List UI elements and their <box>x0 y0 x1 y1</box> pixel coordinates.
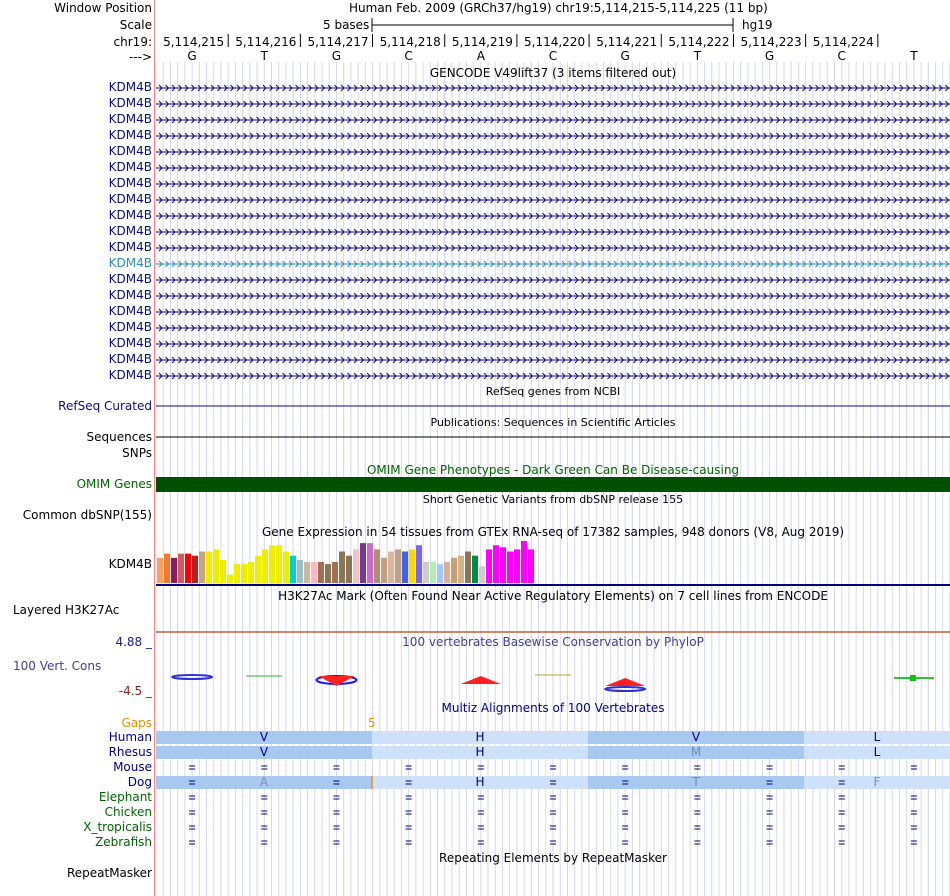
gtex-bar <box>311 562 317 583</box>
gtex-bar <box>276 545 282 583</box>
gencode-item-label[interactable]: KDM4B <box>108 368 152 382</box>
amino-acid: H <box>475 730 485 744</box>
gencode-item-label[interactable]: KDM4B <box>108 112 152 126</box>
gtex-bar <box>500 547 506 583</box>
gencode-item-label[interactable]: KDM4B <box>108 272 152 286</box>
ruler-position: 5,114,215 <box>163 35 225 49</box>
dbsnp-label[interactable]: Common dbSNP(155) <box>22 508 152 522</box>
gtex-bar <box>332 562 338 583</box>
gtex-bar <box>255 556 261 583</box>
h3k27ac-title[interactable]: H3K27Ac Mark (Often Found Near Active Regulatory Elements) on 7 cell lines from ENCODE <box>278 589 828 603</box>
multiz-species-label[interactable]: Dog <box>127 775 152 789</box>
omim-title[interactable]: OMIM Gene Phenotypes - Dark Green Can Be Disease-causing <box>366 463 740 477</box>
gtex-bar <box>346 556 352 583</box>
gencode-item-label[interactable]: KDM4B <box>108 144 152 158</box>
gtex-bar <box>269 545 275 583</box>
gtex-bar <box>479 566 485 583</box>
gtex-bar <box>290 556 296 583</box>
gtex-bar <box>241 564 247 583</box>
amino-acid: V <box>259 745 269 759</box>
base-letter: C <box>404 49 413 63</box>
base-letter: T <box>260 49 268 63</box>
ruler-position: 5,114,224 <box>812 35 874 49</box>
omim-genes-label[interactable]: OMIM Genes <box>76 477 152 491</box>
publications-title[interactable]: Publications: Sequences in Scientific Articles <box>430 416 676 429</box>
assembly-position: Human Feb. 2009 (GRCh37/hg19) chr19:5,114,215-5,114,225 (11 bp) <box>349 1 768 15</box>
gtex-title[interactable]: Gene Expression in 54 tissues from GTEx RNA-seq of 17382 samples, 948 donors (V8, Aug 2019) <box>261 525 845 539</box>
gaps-value: 5 <box>368 716 376 730</box>
gencode-item-label[interactable]: KDM4B <box>108 192 152 206</box>
gtex-bar <box>381 558 387 583</box>
gtex-bar <box>423 562 429 583</box>
phylop-max: 4.88 _ <box>115 635 152 649</box>
base-letter: C <box>837 49 846 63</box>
gencode-item-label[interactable]: KDM4B <box>108 208 152 222</box>
base-letter: C <box>548 49 558 63</box>
omim-bar <box>156 477 950 492</box>
scale-value: 5 bases <box>323 18 370 32</box>
amino-acid: V <box>259 730 269 744</box>
gtex-bar <box>339 552 345 584</box>
gtex-bar <box>395 549 401 583</box>
base-letter: T <box>910 49 918 63</box>
amino-acid: V <box>691 730 701 744</box>
gtex-bar <box>374 549 380 583</box>
gtex-bar <box>157 558 163 583</box>
gtex-bar <box>402 552 408 584</box>
gtex-bar <box>283 552 289 584</box>
gtex-bar <box>213 549 219 583</box>
base-letter: G <box>764 49 775 63</box>
gtex-bar <box>465 552 471 584</box>
gencode-item-label[interactable]: KDM4B <box>108 96 152 110</box>
base-letter: G <box>187 49 197 63</box>
gtex-gene-label[interactable]: KDM4B <box>108 557 152 571</box>
ruler-position: 5,114,223 <box>740 35 802 49</box>
gtex-bar <box>360 543 366 583</box>
strand-label: ---> <box>128 50 152 64</box>
gtex-bar <box>388 552 394 584</box>
gtex-bar <box>318 562 324 583</box>
gtex-bar <box>458 556 464 583</box>
gencode-item-label[interactable]: KDM4B <box>108 176 152 190</box>
amino-acid: H <box>475 775 485 789</box>
gtex-bar <box>304 562 310 583</box>
multiz-species-label[interactable]: Zebrafish <box>95 835 152 849</box>
phylop-label[interactable]: 100 Vert. Cons <box>13 659 102 673</box>
gencode-item-label[interactable]: KDM4B <box>108 336 152 350</box>
multiz-species-label[interactable]: X_tropicalis <box>83 820 152 834</box>
gtex-bar <box>185 554 191 583</box>
refseq-title[interactable]: RefSeq genes from NCBI <box>485 385 621 398</box>
multiz-species-label[interactable]: Rhesus <box>108 745 152 759</box>
gencode-item-label[interactable]: KDM4B <box>108 288 152 302</box>
gaps-label: Gaps <box>121 716 152 730</box>
gtex-bar <box>444 562 450 583</box>
phylop-title[interactable]: 100 vertebrates Basewise Conservation by PhyloP <box>402 635 704 649</box>
multiz-species-label[interactable]: Chicken <box>104 805 152 819</box>
gtex-bar <box>220 560 226 583</box>
gencode-item-label[interactable]: KDM4B <box>108 80 152 94</box>
gtex-bar <box>227 575 233 583</box>
ruler-position: 5,114,220 <box>524 35 586 49</box>
multiz-species-label[interactable]: Elephant <box>98 790 152 804</box>
amino-acid: L <box>873 745 881 759</box>
amino-acid: A <box>259 775 269 789</box>
multiz-title[interactable]: Multiz Alignments of 100 Vertebrates <box>441 701 665 715</box>
ruler-position: 5,114,216 <box>235 35 297 49</box>
gtex-bar <box>528 549 534 583</box>
multiz-species-label[interactable]: Mouse <box>113 760 152 774</box>
gtex-bar <box>234 564 240 583</box>
chrom-label: chr19: <box>113 35 152 49</box>
scale-bar <box>372 18 733 32</box>
gtex-bar <box>164 554 170 583</box>
repeatmasker-title[interactable]: Repeating Elements by RepeatMasker <box>439 851 667 865</box>
base-letter: G <box>620 49 630 63</box>
db-name: hg19 <box>742 18 773 32</box>
base-letter: A <box>476 49 485 63</box>
gtex-bar <box>178 554 184 583</box>
ruler-position: 5,114,218 <box>379 35 441 49</box>
gtex-bar <box>199 552 205 584</box>
repeatmasker-label[interactable]: RepeatMasker <box>66 866 152 880</box>
gtex-bar <box>472 556 478 583</box>
gtex-bar <box>297 560 303 583</box>
amino-acid: M <box>690 745 702 759</box>
gtex-bar <box>325 564 331 583</box>
gtex-bar <box>493 545 499 583</box>
gtex-bar <box>409 549 415 583</box>
ruler-position: 5,114,217 <box>307 35 369 49</box>
gencode-item-label[interactable]: KDM4B <box>108 352 152 366</box>
amino-acid: H <box>475 745 485 759</box>
gtex-bar <box>262 549 268 583</box>
ruler-position: 5,114,222 <box>668 35 730 49</box>
gencode-item-label[interactable]: KDM4B <box>108 128 152 142</box>
gtex-bar <box>486 549 492 583</box>
amino-acid: F <box>873 775 881 789</box>
gtex-bar <box>206 552 212 584</box>
gtex-bar <box>192 556 198 583</box>
gtex-bar <box>437 564 443 583</box>
base-letter: G <box>331 49 342 63</box>
ruler-position: 5,114,219 <box>451 35 513 49</box>
gencode-item-label[interactable]: KDM4B <box>108 304 152 318</box>
gencode-item-label[interactable]: KDM4B <box>108 320 152 334</box>
h3k27ac-label[interactable]: Layered H3K27Ac <box>13 603 120 617</box>
gtex-bar <box>171 558 177 583</box>
ruler-position: 5,114,221 <box>596 35 658 49</box>
refseq-curated-label[interactable]: RefSeq Curated <box>58 399 152 413</box>
sequences-label[interactable]: Sequences <box>86 430 152 444</box>
dbsnp-title[interactable]: Short Genetic Variants from dbSNP release 155 <box>422 493 684 506</box>
phylop-glyph <box>910 675 916 681</box>
amino-acid: L <box>873 730 881 744</box>
multiz-species-label[interactable]: Human <box>108 730 152 744</box>
window-position-label: Window Position <box>54 1 152 15</box>
base-letter: T <box>693 49 702 63</box>
gtex-bar <box>416 545 422 583</box>
amino-acid: T <box>692 775 700 789</box>
gtex-bar <box>521 541 527 583</box>
gtex-bar <box>430 562 436 583</box>
gtex-bar <box>248 562 254 583</box>
snps-label[interactable]: SNPs <box>122 446 152 460</box>
scale-label: Scale <box>119 18 152 32</box>
gtex-bar <box>507 552 513 584</box>
gtex-bar <box>353 549 359 583</box>
gtex-bar <box>451 558 457 583</box>
gencode-item-label[interactable]: KDM4B <box>108 224 152 238</box>
gtex-bar <box>367 543 373 583</box>
phylop-glyph <box>318 676 354 686</box>
gtex-bar <box>514 549 520 583</box>
gencode-item-label[interactable]: KDM4B <box>108 256 152 270</box>
gencode-item-label[interactable]: KDM4B <box>108 160 152 174</box>
phylop-min: -4.5 _ <box>118 684 152 698</box>
gencode-title[interactable]: GENCODE V49lift37 (3 items filtered out) <box>429 66 677 80</box>
gencode-item-label[interactable]: KDM4B <box>108 240 152 254</box>
